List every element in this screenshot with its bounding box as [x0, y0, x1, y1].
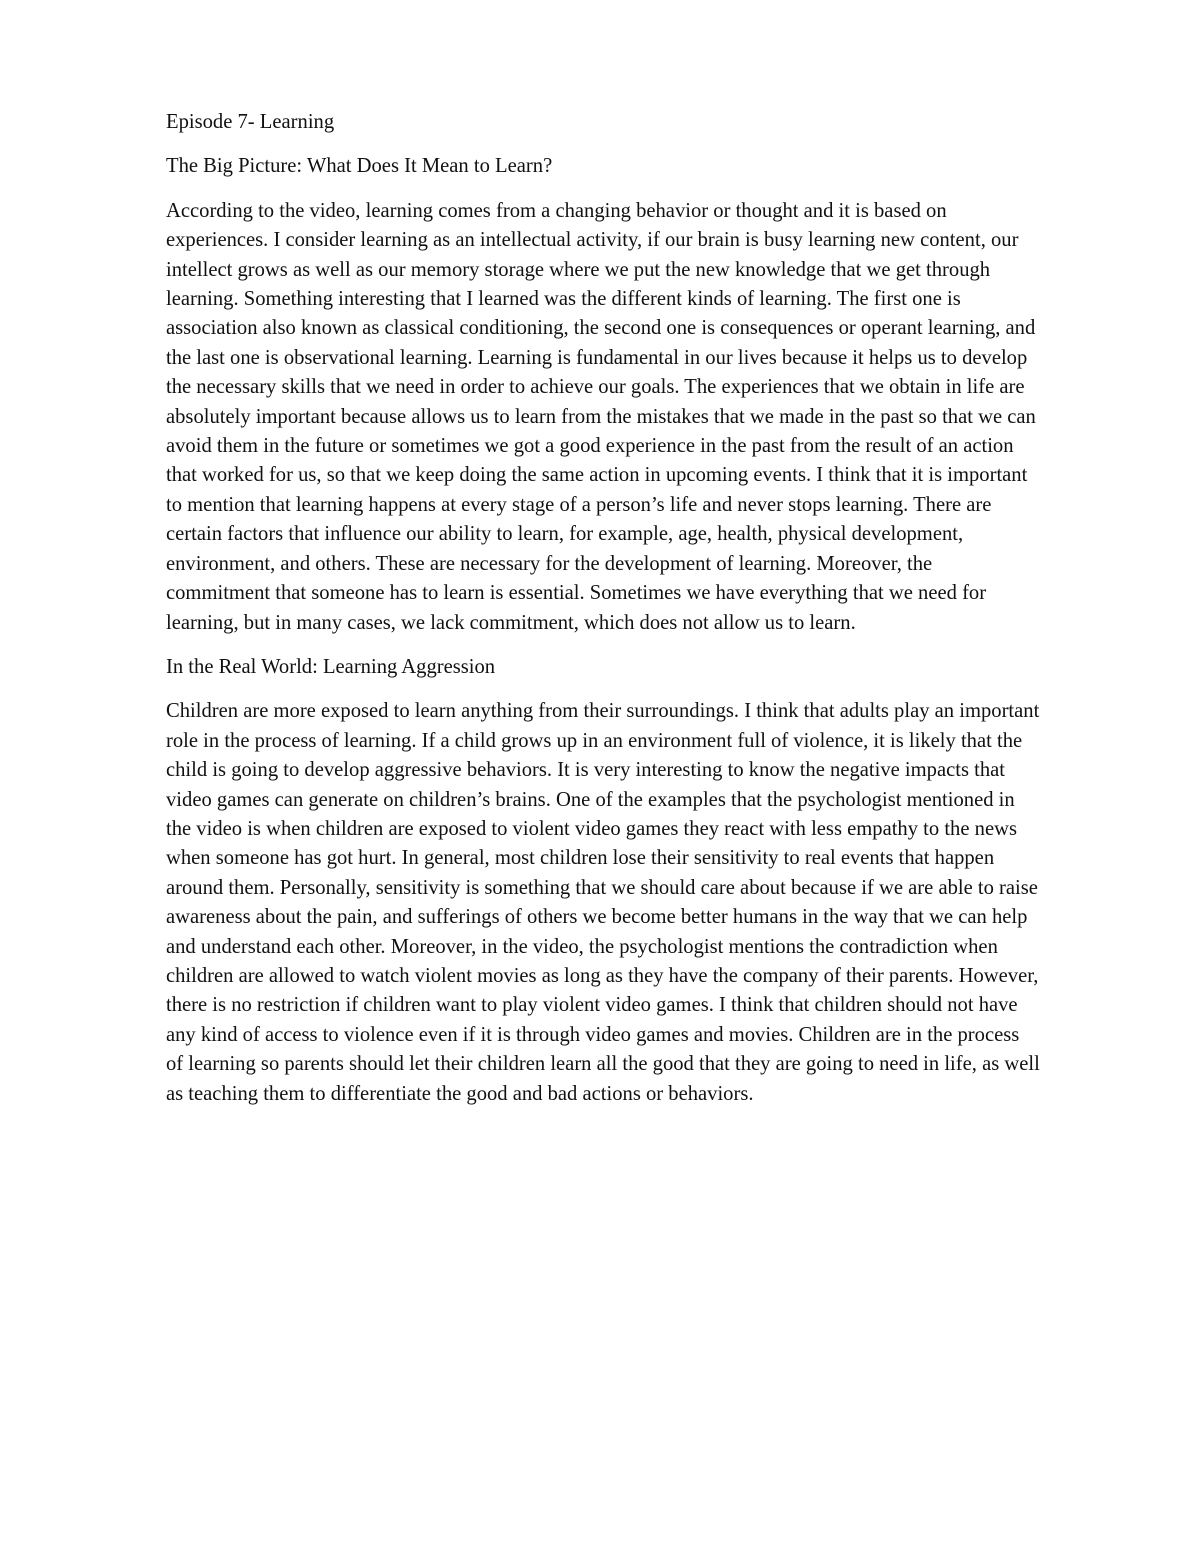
section-heading-real-world: In the Real World: Learning Aggression — [166, 655, 496, 678]
section-paragraph-big-picture: According to the video, learning comes from a changing behavior or thought and it is based on experiences. I consider learning as an intellectual activity, if our brain is busy learning new content, our intellect grows as well as our memory storage where we put the new knowledge that we get through learning. Something interesting that I learned was the different kinds of learning. The first one is association also known as classical conditioning, the second one is consequences or operant learning, and the last one is observational learning. Learning is fundamental in our lives because it helps us to develop the necessary skills that we need in order to achieve our goals. The experiences that we obtain in life are absolutely important because allows us to learn from the mistakes that we made in the past so that we can avoid them in the future or sometimes we got a good experience in the past from the result of an action that worked for us, so that we keep doing the same action in upcoming events. I think that it is important to mention that learning happens at every stage of a person’s life and never stops learning. There are certain factors that influence our ability to learn, for example, age, health, physical development, environment, and others. These are necessary for the development of learning. Moreover, the commitment that someone has to learn is essential. Sometimes we have everything that we need for learning, but in many cases, we lack commitment, which does not allow us to learn. — [166, 199, 1036, 634]
section-paragraph-real-world: Children are more exposed to learn anything from their surroundings. I think that adults play an important role in the process of learning. If a child grows up in an environment full of violence, it is likely that the child is going to develop aggressive behaviors. It is very interesting to know the negative impacts that video games can generate on children’s brains. One of the examples that the psychologist mentioned in the video is when children are exposed to violent video games they react with less empathy to the news when someone has got hurt. In general, most children lose their sensitivity to real events that happen around them. Personally, sensitivity is something that we should care about because if we are able to raise awareness about the pain, and sufferings of others we become better humans in the way that we can help and understand each other. Moreover, in the video, the psychologist mentions the contradiction when children are allowed to watch violent movies as long as they have the company of their parents. However, there is no restriction if children want to play violent video games. I think that children should not have any kind of access to violence even if it is through video games and movies. Children are in the process of learning so parents should let their children learn all the good that they are going to need in life, as well as teaching them to differentiate the good and bad actions or behaviors. — [166, 700, 1040, 1105]
document-title: Episode 7- Learning — [166, 111, 335, 133]
document-body — [166, 108, 1040, 1124]
section-heading-big-picture: The Big Picture: What Does It Mean to Learn? — [166, 155, 553, 178]
